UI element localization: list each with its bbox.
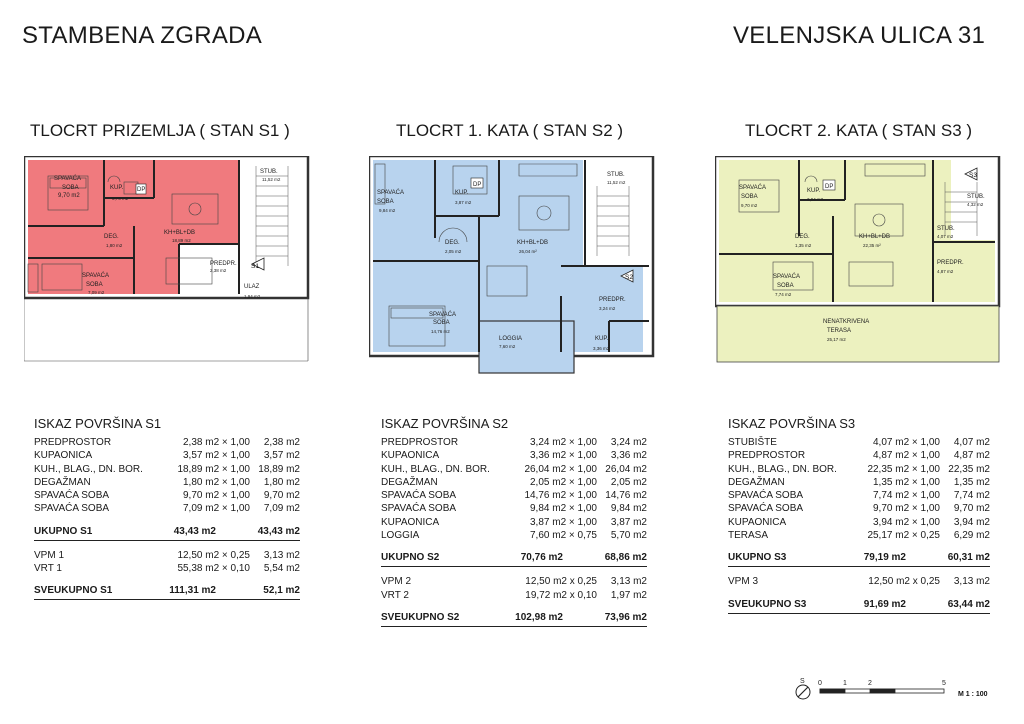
room-area: 3,24 m2 <box>599 306 616 311</box>
table-title: ISKAZ POVRŠINA S1 <box>34 416 162 431</box>
room-area: 2,05 m2 <box>445 249 462 254</box>
room-area: 22,35 m² <box>863 243 881 248</box>
room-area: 1,94 m2 <box>244 294 261 299</box>
floor-plan-s1 <box>24 156 312 368</box>
room-name-spavaca: SPAVAĆA <box>429 312 457 318</box>
room-name-kh: KH+BL+DB <box>859 234 891 240</box>
scale-bar <box>790 674 1000 704</box>
room-area: 4,07 m2 <box>937 234 954 239</box>
room-area: 3,36 m2 <box>593 346 610 351</box>
room-area: 9,70 m2 <box>741 203 758 208</box>
table-row: PREDPROSTOR 2,38 m2 × 1,00 2,38 m2 <box>34 437 300 448</box>
table-row: KUH., BLAG., DN. BOR. 22,35 m2 × 1,00 22,35 m2 <box>728 463 990 475</box>
room-name-kup: KUP. <box>807 188 821 194</box>
room-name-predpr: PREDPR. <box>210 261 237 267</box>
room-area: 18,89 m2 <box>172 238 191 243</box>
room-area: 14,76 m2 <box>431 329 450 334</box>
room-name-soba: SOBA <box>741 194 758 200</box>
table-row: SPAVAĆA SOBA 9,70 m2 × 1,00 9,70 m2 <box>728 503 990 515</box>
north-label: S <box>800 678 805 685</box>
table-row: DEGAŽMAN 2,05 m2 × 1,00 2,05 m2 <box>381 476 647 488</box>
table-total-row: UKUPNO S2 70,76 m2 68,86 m2 <box>381 552 647 567</box>
plan-title-s3: TLOCRT 2. KATA ( STAN S3 ) <box>745 121 973 140</box>
table-total-row: UKUPNO S3 79,19 m2 60,31 m2 <box>728 552 990 567</box>
terrace-area <box>717 306 999 362</box>
table-row: SPAVAĆA SOBA 9,84 m2 × 1,00 9,84 m2 <box>381 503 647 515</box>
scale-tick: 1 <box>843 680 847 687</box>
table-row: VRT 1 55,38 m2 × 0,10 5,54 m2 <box>34 563 300 575</box>
table-grand-total-row: SVEUKUPNO S3 91,69 m2 63,44 m2 <box>728 599 990 614</box>
room-name-kh: KH+BL+DB <box>517 240 549 246</box>
area-table-s2 <box>381 416 647 627</box>
table-grand-total-row: SVEUKUPNO S2 102,98 m2 73,96 m2 <box>381 612 647 627</box>
table-row: KUH., BLAG., DN. BOR. 26,04 m2 × 1,00 26,04 m2 <box>381 463 647 475</box>
room-area: 7,60 m2 <box>499 344 516 349</box>
dp-label: DP <box>473 182 482 188</box>
room-name-predpr: PREDPR. <box>599 297 626 303</box>
loggia-area <box>479 321 574 373</box>
room-name-soba: SOBA <box>777 283 794 289</box>
room-name-deg: DEG. <box>795 234 810 240</box>
room-name-kup: KUP. <box>455 190 469 196</box>
stair-landing <box>179 244 239 294</box>
room-area: 26,04 m² <box>519 249 537 254</box>
table-row: SPAVAĆA SOBA 7,74 m2 × 1,00 7,74 m2 <box>728 490 990 502</box>
room-name-soba: SOBA <box>433 320 450 326</box>
section-mark-s3: S3 <box>969 172 977 179</box>
room-name-deg: DEG. <box>104 234 119 240</box>
floor-plan-s3 <box>715 156 1005 368</box>
room-name-loggia: LOGGIA <box>499 336 523 342</box>
table-row: KUPAONICA 3,87 m2 × 1,00 3,87 m2 <box>381 516 647 528</box>
dp-label: DP <box>825 184 834 190</box>
room-name-soba: SOBA <box>377 199 394 205</box>
table-row: VPM 3 12,50 m2 x 0,25 3,13 m2 <box>728 576 990 588</box>
room-area: 2,38 m2 <box>210 268 227 273</box>
table-row: KUPAONICA 3,94 m2 × 1,00 3,94 m2 <box>728 516 990 528</box>
room-name-spavaca: SPAVAĆA <box>54 176 82 182</box>
room-name-spavaca: SPAVAĆA <box>739 185 767 191</box>
room-area: 11,52 m2 <box>262 177 281 182</box>
table-row: STUBIŠTE 4,07 m2 × 1,00 4,07 m2 <box>728 437 990 448</box>
room-name-deg: DEG. <box>445 240 460 246</box>
plan-title-s1: TLOCRT PRIZEMLJA ( STAN S1 ) <box>30 121 290 140</box>
room-name-ulaz: ULAZ <box>244 284 260 290</box>
scale-tick: 0 <box>818 680 822 687</box>
table-row: KUH., BLAG., DN. BOR. 18,89 m2 × 1,00 18,89 m2 <box>34 463 300 475</box>
room-area: 4,32 m2 <box>967 202 984 207</box>
table-row: DEGAŽMAN 1,80 m2 × 1,00 1,80 m2 <box>34 476 300 488</box>
table-row: VRT 2 19,72 m2 x 0,10 1,97 m2 <box>381 589 647 601</box>
table-row: DEGAŽMAN 1,35 m2 × 1,00 1,35 m2 <box>728 476 990 488</box>
table-row: KUPAONICA 3,57 m2 × 1,00 3,57 m2 <box>34 450 300 462</box>
table-row: TERASA 25,17 m2 × 0,25 6,29 m2 <box>728 530 990 542</box>
room-name-soba: SOBA <box>62 185 79 191</box>
room-area: 11,52 m2 <box>607 180 626 185</box>
room-name-kup: KUP. <box>110 185 124 191</box>
section-mark-s2: S2 <box>625 274 633 281</box>
room-area: 25,17 m2 <box>827 337 846 342</box>
room-area: 1,35 m2 <box>795 243 812 248</box>
table-row: PREDPROSTOR 3,24 m2 × 1,00 3,24 m2 <box>381 437 647 448</box>
room-name-stub: STUB. <box>967 194 985 200</box>
room-name-stub: STUB. <box>260 169 278 175</box>
table-row: LOGGIA 7,60 m2 × 0,75 5,70 m2 <box>381 530 647 542</box>
plan-title-s2: TLOCRT 1. KATA ( STAN S2 ) <box>396 121 624 140</box>
room-area: 7,74 m2 <box>775 292 792 297</box>
scale-ratio: M 1 : 100 <box>958 691 988 698</box>
terrace-name: TERASA <box>827 328 852 334</box>
scale-tick: 2 <box>868 680 872 687</box>
dp-label: DP <box>137 187 146 193</box>
table-row: KUPAONICA 3,36 m2 × 1,00 3,36 m2 <box>381 450 647 462</box>
room-area: 9,70 m2 <box>58 193 80 199</box>
header-left-title: STAMBENA ZGRADA <box>22 22 263 49</box>
table-title: ISKAZ POVRŠINA S2 <box>381 416 509 431</box>
table-row: SPAVAĆA SOBA 9,70 m2 × 1,00 9,70 m2 <box>34 490 300 502</box>
room-area: 3,76 m2 <box>112 196 129 201</box>
room-area: 9,84 m2 <box>379 208 396 213</box>
room-name-soba: SOBA <box>86 282 103 288</box>
room-name-predpr: PREDPR. <box>937 260 964 266</box>
room-area: 1,80 m2 <box>106 243 123 248</box>
room-name-stub: STUB. <box>937 226 955 232</box>
room-name-stub: STUB. <box>607 172 625 178</box>
table-row: VPM 1 12,50 m2 × 0,25 3,13 m2 <box>34 549 300 561</box>
table-grand-total-row: SVEUKUPNO S1 111,31 m2 52,1 m2 <box>34 585 300 600</box>
table-row: SPAVAĆA SOBA 14,76 m2 × 1,00 14,76 m2 <box>381 490 647 502</box>
floor-plan-s2 <box>369 156 657 378</box>
room-name-spavaca: SPAVAĆA <box>773 274 801 280</box>
room-name-spavaca: SPAVAĆA <box>82 273 110 279</box>
room-area: 7,09 m2 <box>88 290 105 295</box>
table-row: PREDPROSTOR 4,87 m2 × 1,00 4,87 m2 <box>728 450 990 462</box>
room-area: 4,87 m2 <box>937 269 954 274</box>
room-name-spavaca: SPAVAĆA <box>377 190 405 196</box>
area-table-s3 <box>728 416 990 614</box>
table-row: VPM 2 12,50 m2 x 0,25 3,13 m2 <box>381 576 647 588</box>
table-title: ISKAZ POVRŠINA S3 <box>728 416 856 431</box>
room-area: 3,94 m2 <box>807 197 824 202</box>
terrace-name: NENATKRIVENA <box>823 319 870 325</box>
table-total-row: UKUPNO S1 43,43 m2 43,43 m2 <box>34 526 300 541</box>
room-area: 3,87 m2 <box>455 200 472 205</box>
area-table-s1 <box>34 416 300 600</box>
room-name-kup: KUP. <box>595 336 609 342</box>
header-right-title: VELENJSKA ULICA 31 <box>733 22 986 49</box>
section-mark-s1: S1 <box>251 263 259 270</box>
scale-tick: 5 <box>942 680 946 687</box>
table-row: SPAVAĆA SOBA 7,09 m2 × 1,00 7,09 m2 <box>34 503 300 515</box>
room-name-kh: KH+BL+DB <box>164 230 196 236</box>
